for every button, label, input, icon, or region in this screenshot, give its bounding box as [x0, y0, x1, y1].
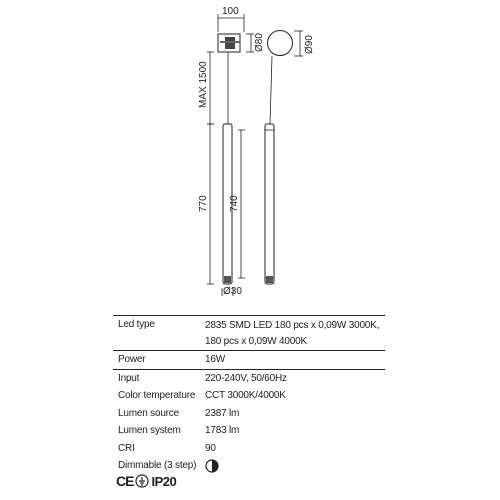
ip-rating: IP20	[151, 473, 177, 489]
spec-value: 90	[205, 442, 216, 454]
certification-marks	[116, 472, 176, 490]
spec-value: 1783 lm	[205, 425, 240, 436]
dim-canopy-width: 100	[222, 6, 239, 17]
spec-label: CRI	[118, 442, 135, 454]
spec-row-color-temperature	[113, 387, 385, 405]
spec-label: Power	[118, 354, 146, 365]
dim-canopy-height: Ø80	[254, 33, 265, 52]
spec-value: 2387 lm	[205, 407, 240, 419]
spec-value: 16W	[205, 354, 225, 365]
spec-row-cri	[113, 440, 385, 458]
spec-label: Lumen system	[118, 425, 181, 436]
spec-table	[113, 315, 385, 475]
spec-row-input	[113, 370, 385, 388]
spec-label: Led type	[118, 319, 155, 330]
spec-row-lumen-system	[113, 422, 385, 440]
spec-value: CCT 3000K/4000K	[205, 390, 286, 401]
spec-label: Lumen source	[118, 407, 179, 419]
spec-row-lumen-source	[113, 405, 385, 423]
spec-row-power	[113, 351, 385, 369]
dim-canopy-diameter: Ø90	[304, 35, 315, 54]
dim-tube-diameter: Ø30	[223, 286, 242, 297]
dim-led-length: 740	[229, 195, 240, 212]
dim-cable-length: MAX 1500	[198, 61, 209, 108]
ce-mark: CE	[116, 473, 134, 489]
spec-label: Dimmable (3 step)	[118, 460, 197, 471]
dim-body-length: 770	[198, 195, 209, 212]
class-i-earth-icon	[135, 474, 149, 488]
spec-row-led-type	[113, 316, 385, 350]
spec-label: Input	[118, 372, 140, 384]
spec-value: 2835 SMD LED 180 pcs x 0,09W 3000K, 180 pcs x 0,09W 4000K	[205, 320, 380, 347]
dimmer-icon	[205, 459, 219, 473]
spec-value: 220-240V, 50/60Hz	[205, 372, 287, 384]
spec-label: Color temperature	[118, 390, 196, 401]
